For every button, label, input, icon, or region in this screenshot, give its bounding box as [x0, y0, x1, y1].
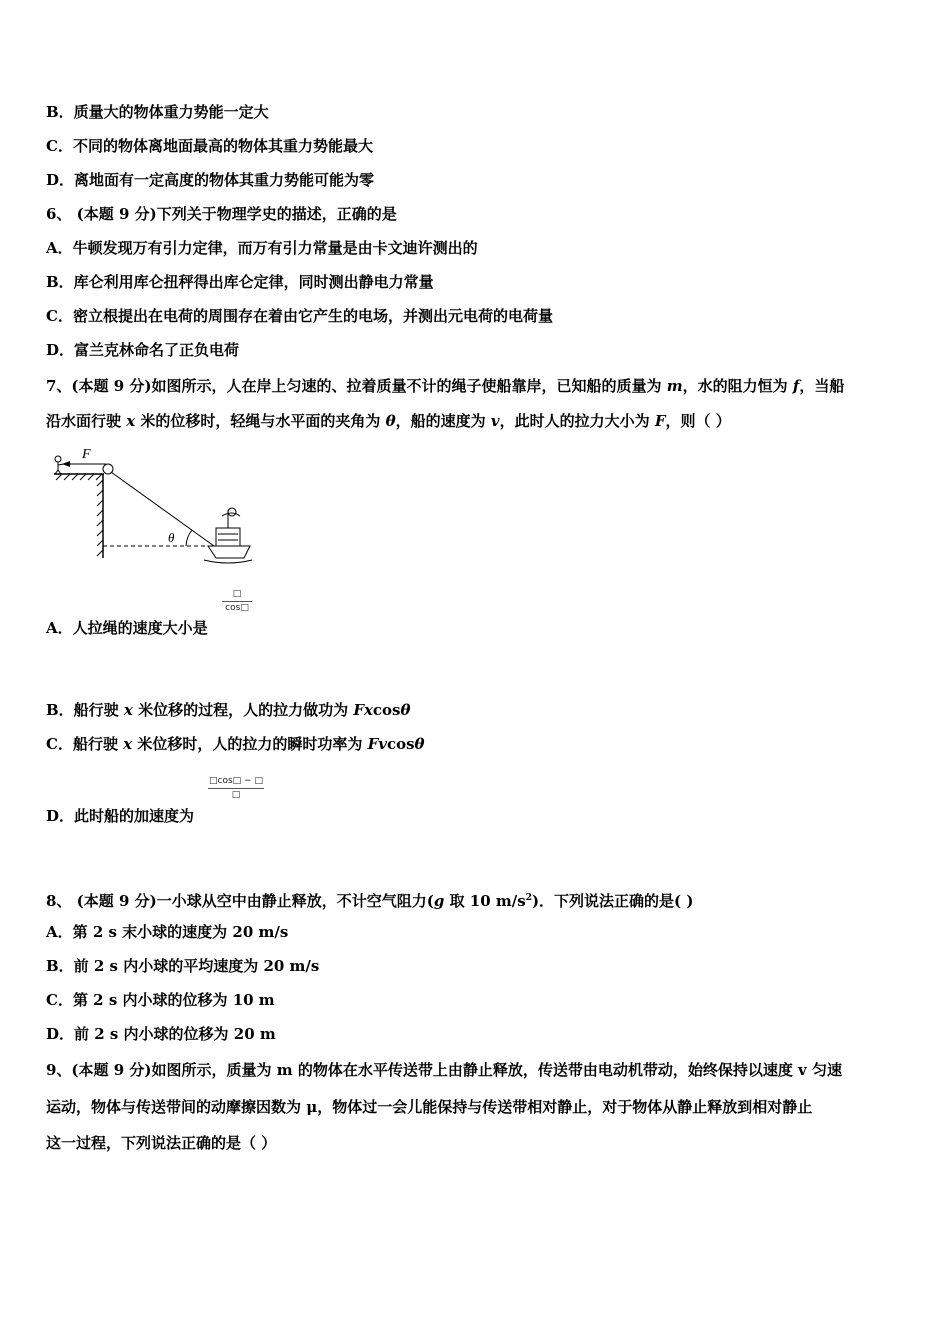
q7-option-b: B．船行驶 x 米位移的过程，人的拉力做功为 Fxcosθ: [46, 701, 411, 719]
q6-option-d: D．富兰克林命名了正负电荷: [46, 341, 240, 359]
q8-option-d: D．前 2 s 内小球的位移为 20 m: [46, 1025, 276, 1043]
q6-option-c: C．密立根提出在电荷的周围存在着由它产生的电场，并测出元电荷的电荷量: [46, 307, 553, 325]
q5-option-d: D．离地面有一定高度的物体其重力势能可能为零: [46, 171, 375, 189]
boat-icon: [204, 508, 252, 563]
q7-option-c: C．船行驶 x 米位移时，人的拉力的瞬时功率为 Fvcosθ: [46, 735, 425, 753]
q7-option-a: A．人拉绳的速度大小是: [46, 619, 208, 637]
q5-option-b: B．质量大的物体重力势能一定大: [46, 103, 269, 121]
person-icon: [55, 456, 64, 474]
figure-angle-label: θ: [168, 530, 175, 545]
q8-option-c: C．第 2 s 内小球的位移为 10 m: [46, 991, 275, 1009]
q5-option-c: C．不同的物体离地面最高的物体其重力势能最大: [46, 137, 373, 155]
q6-option-a: A．牛顿发现万有引力定律，而万有引力常量是由卡文迪许测出的: [46, 239, 478, 257]
q6-stem: 6、 (本题 9 分)下列关于物理学史的描述，正确的是: [46, 205, 397, 223]
q9-stem-line3: 这一过程，下列说法正确的是（ ）: [46, 1134, 277, 1152]
figure-force-label: F: [82, 447, 91, 462]
q7-option-d-fraction: □cos□ − □ □: [209, 776, 263, 800]
boat-pulley-figure: [46, 446, 256, 571]
q7-stem-line1: 7、(本题 9 分)如图所示，人在岸上匀速的、拉着质量不计的绳子使船靠岸，已知船的质量为 m，水的阻力恒为 f，当船: [46, 377, 845, 395]
q7-stem-line2: 沿水面行驶 x 米的位移时，轻绳与水平面的夹角为 θ，船的速度为 v，此时人的拉力大小为 F，则（ ）: [46, 412, 731, 430]
q8-option-b: B．前 2 s 内小球的平均速度为 20 m/s: [46, 957, 320, 975]
q7-option-a-fraction: □ cos□: [222, 589, 252, 614]
q9-stem-line2: 运动，物体与传送带间的动摩擦因数为 μ，物体过一会儿能保持与传送带相对静止，对于物体从静止释放到相对静止: [46, 1098, 813, 1116]
q9-stem-line1: 9、(本题 9 分)如图所示，质量为 m 的物体在水平传送带上由静止释放，传送带由电动机带动，始终保持以速度 v 匀速: [46, 1061, 842, 1079]
q8-option-a: A．第 2 s 末小球的速度为 20 m/s: [46, 923, 289, 941]
q7-option-d: D．此时船的加速度为: [46, 807, 195, 825]
q8-stem: 8、 (本题 9 分)一小球从空中由静止释放，不计空气阻力(g 取 10 $m/s^2$)．下列说法正确的是( ): [46, 892, 694, 910]
arrow-left-icon: [62, 461, 70, 467]
q6-option-b: B．库仑利用库仑扭秤得出库仑定律，同时测出静电力常量: [46, 273, 434, 291]
